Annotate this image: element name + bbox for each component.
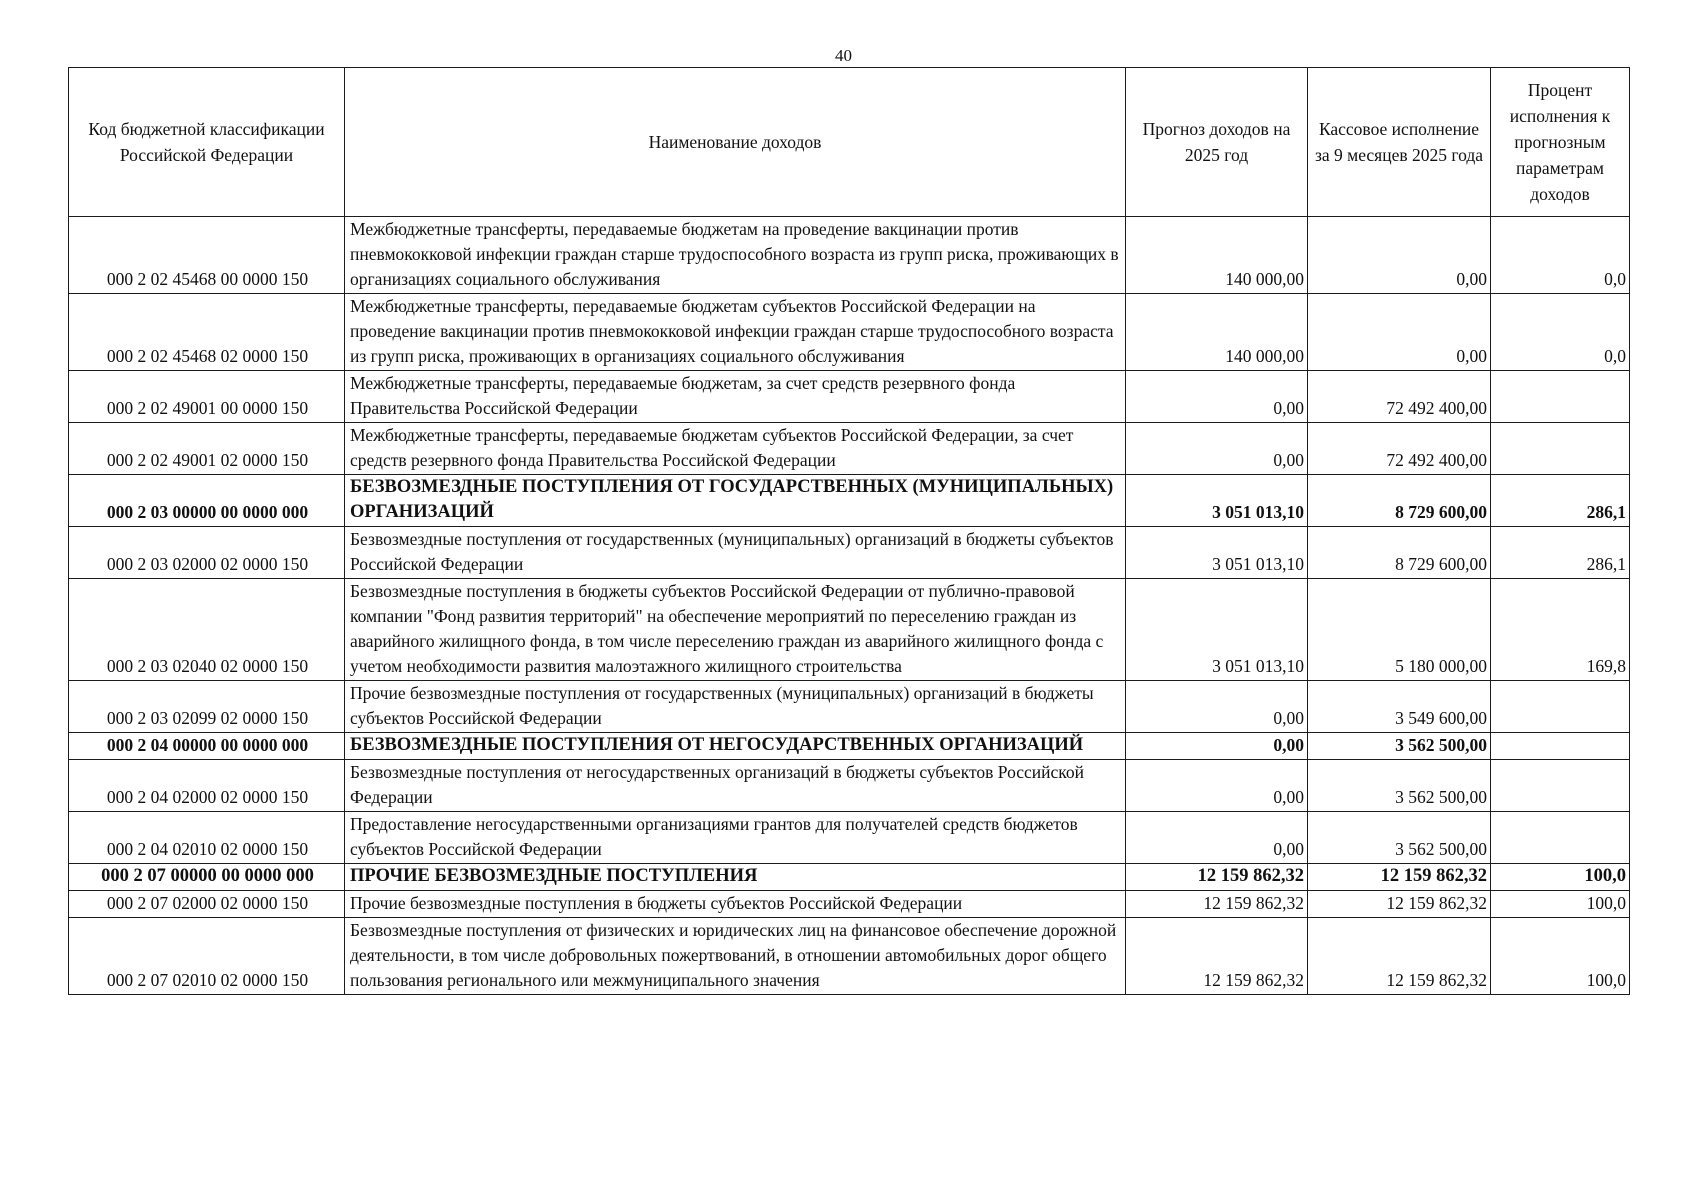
row-forecast: 12 159 862,32 [1126,864,1308,891]
row-forecast: 140 000,00 [1126,217,1308,294]
table-row [69,294,1630,371]
row-forecast: 3 051 013,10 [1126,475,1308,527]
row-name: Безвозмездные поступления от физических и юридических лиц на финансовое обеспечение дорожной деятельности, в том числе добровольных пожертвований, в отношении автомобильных дорог общего пользования регионального или межмуниципального значения [345,918,1126,995]
table-row [69,527,1630,579]
row-name: Безвозмездные поступления от государственных (муниципальных) организаций в бюджеты субъектов Российской Федерации [345,527,1126,579]
table-row [69,918,1630,995]
row-percent [1491,423,1630,475]
row-executed: 12 159 862,32 [1308,864,1491,891]
row-executed: 3 562 500,00 [1308,812,1491,864]
row-forecast: 0,00 [1126,681,1308,733]
row-executed: 8 729 600,00 [1308,527,1491,579]
row-forecast: 3 051 013,10 [1126,579,1308,681]
row-executed: 3 562 500,00 [1308,733,1491,760]
row-percent: 100,0 [1491,864,1630,891]
row-forecast: 0,00 [1126,371,1308,423]
row-executed: 12 159 862,32 [1308,918,1491,995]
row-executed: 12 159 862,32 [1308,891,1491,918]
table-row [69,760,1630,812]
page-number: 40 [835,46,852,65]
row-code: 000 2 04 00000 00 0000 000 [69,733,345,760]
header-executed: Кассовое исполнение за 9 месяцев 2025 года [1308,68,1491,217]
row-name: Безвозмездные поступления в бюджеты субъектов Российской Федерации от публично-правовой компании "Фонд развития территорий" на обеспечение мероприятий по переселению граждан из аварийного жилищного фонда, в том числе переселению граждан из аварийного жилищного фонда с учетом необходимости развития малоэтажного жилищного строительства [345,579,1126,681]
table-row [69,891,1630,918]
row-name: ПРОЧИЕ БЕЗВОЗМЕЗДНЫЕ ПОСТУПЛЕНИЯ [345,864,1126,891]
row-percent: 100,0 [1491,891,1630,918]
row-forecast: 12 159 862,32 [1126,918,1308,995]
row-name: Безвозмездные поступления от негосударственных организаций в бюджеты субъектов Российской Федерации [345,760,1126,812]
row-name: Межбюджетные трансферты, передаваемые бюджетам на проведение вакцинации против пневмококковой инфекции граждан старше трудоспособного возраста из групп риска, проживающих в организациях социального обслуживания [345,217,1126,294]
row-code: 000 2 07 00000 00 0000 000 [69,864,345,891]
row-code: 000 2 02 49001 00 0000 150 [69,371,345,423]
table-row [69,371,1630,423]
row-forecast: 3 051 013,10 [1126,527,1308,579]
revenue-table [68,67,1630,995]
row-code: 000 2 03 00000 00 0000 000 [69,475,345,527]
row-code: 000 2 04 02000 02 0000 150 [69,760,345,812]
row-percent: 169,8 [1491,579,1630,681]
row-name: Предоставление негосударственными организациями грантов для получателей средств бюджетов субъектов Российской Федерации [345,812,1126,864]
header-name: Наименование доходов [345,68,1126,217]
row-forecast: 0,00 [1126,812,1308,864]
row-percent: 0,0 [1491,217,1630,294]
table-row [69,579,1630,681]
row-executed: 72 492 400,00 [1308,371,1491,423]
header-forecast: Прогноз доходов на 2025 год [1126,68,1308,217]
row-percent [1491,733,1630,760]
row-percent [1491,760,1630,812]
row-forecast: 0,00 [1126,423,1308,475]
row-name: Прочие безвозмездные поступления в бюджеты субъектов Российской Федерации [345,891,1126,918]
table-row-section-total [69,864,1630,891]
row-name: Межбюджетные трансферты, передаваемые бюджетам субъектов Российской Федерации на проведение вакцинации против пневмококковой инфекции граждан старше трудоспособного возраста из групп риска, проживающих в организациях социального обслуживания [345,294,1126,371]
row-percent [1491,812,1630,864]
row-code: 000 2 02 45468 00 0000 150 [69,217,345,294]
row-name: Прочие безвозмездные поступления от государственных (муниципальных) организаций в бюджеты субъектов Российской Федерации [345,681,1126,733]
row-forecast: 140 000,00 [1126,294,1308,371]
row-code: 000 2 02 49001 02 0000 150 [69,423,345,475]
row-executed: 0,00 [1308,217,1491,294]
row-name: Межбюджетные трансферты, передаваемые бюджетам, за счет средств резервного фонда Правительства Российской Федерации [345,371,1126,423]
table-row [69,812,1630,864]
row-executed: 0,00 [1308,294,1491,371]
header-percent: Процент исполнения к прогнозным параметрам доходов [1491,68,1630,217]
row-name: БЕЗВОЗМЕЗДНЫЕ ПОСТУПЛЕНИЯ ОТ НЕГОСУДАРСТВЕННЫХ ОРГАНИЗАЦИЙ [345,733,1126,760]
table-row [69,423,1630,475]
row-name: Межбюджетные трансферты, передаваемые бюджетам субъектов Российской Федерации, за счет средств резервного фонда Правительства Российской Федерации [345,423,1126,475]
row-percent: 286,1 [1491,527,1630,579]
row-percent: 100,0 [1491,918,1630,995]
row-executed: 3 562 500,00 [1308,760,1491,812]
row-executed: 8 729 600,00 [1308,475,1491,527]
row-code: 000 2 07 02010 02 0000 150 [69,918,345,995]
row-forecast: 12 159 862,32 [1126,891,1308,918]
row-code: 000 2 03 02000 02 0000 150 [69,527,345,579]
table-row-section-total [69,733,1630,760]
table-row [69,681,1630,733]
row-executed: 3 549 600,00 [1308,681,1491,733]
row-forecast: 0,00 [1126,733,1308,760]
table-header-row [69,68,1630,217]
row-percent: 286,1 [1491,475,1630,527]
row-code: 000 2 02 45468 02 0000 150 [69,294,345,371]
table-row-section-total [69,475,1630,527]
header-code: Код бюджетной классификации Российской Федерации [69,68,345,217]
row-code: 000 2 03 02099 02 0000 150 [69,681,345,733]
row-executed: 5 180 000,00 [1308,579,1491,681]
row-code: 000 2 04 02010 02 0000 150 [69,812,345,864]
row-percent: 0,0 [1491,294,1630,371]
row-percent [1491,681,1630,733]
row-percent [1491,371,1630,423]
row-name: БЕЗВОЗМЕЗДНЫЕ ПОСТУПЛЕНИЯ ОТ ГОСУДАРСТВЕННЫХ (МУНИЦИПАЛЬНЫХ) ОРГАНИЗАЦИЙ [345,475,1126,527]
row-executed: 72 492 400,00 [1308,423,1491,475]
table-row [69,217,1630,294]
row-code: 000 2 07 02000 02 0000 150 [69,891,345,918]
row-forecast: 0,00 [1126,760,1308,812]
row-code: 000 2 03 02040 02 0000 150 [69,579,345,681]
